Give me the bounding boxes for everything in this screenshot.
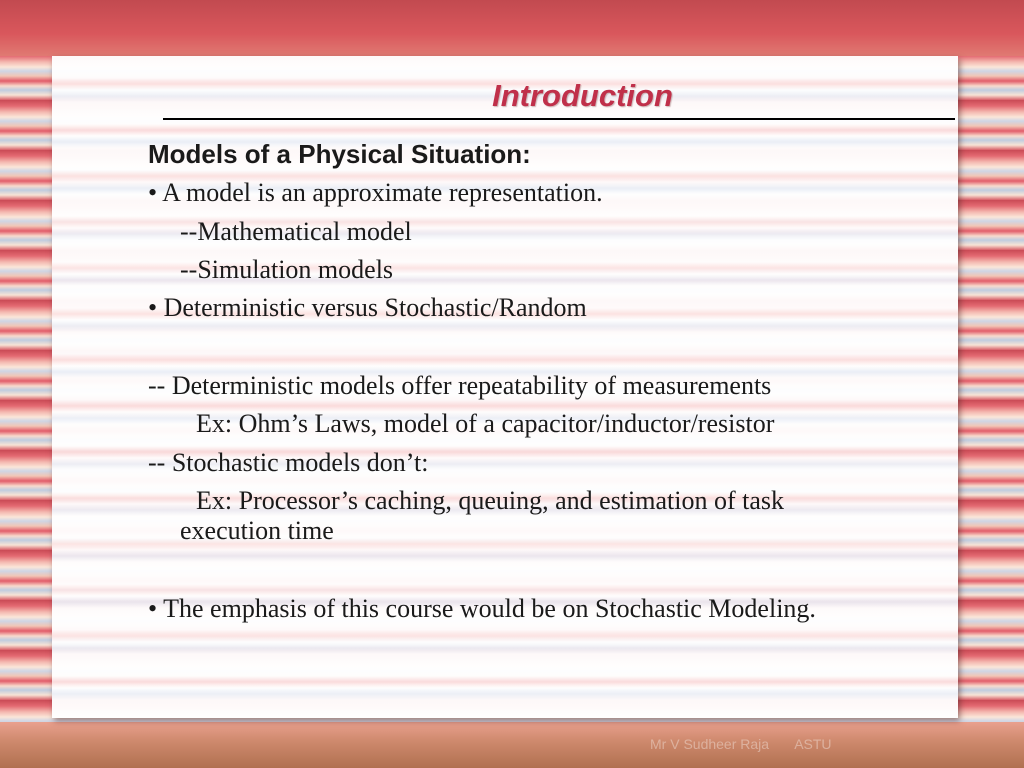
deterministic-example: Ex: Ohm’s Laws, model of a capacitor/inductor/resistor	[196, 409, 775, 438]
title-divider	[163, 118, 955, 120]
slide-title: Introduction	[492, 78, 673, 113]
bullet-model-definition: • A model is an approximate representation.	[148, 178, 603, 207]
stochastic-models-line: -- Stochastic models don’t:	[148, 448, 429, 477]
footer-institution: ASTU	[794, 736, 832, 752]
bullet-course-emphasis: • The emphasis of this course would be on Stochastic Modeling.	[148, 594, 816, 623]
deterministic-models-line: -- Deterministic models offer repeatability of measurements	[148, 371, 772, 400]
section-heading: Models of a Physical Situation:	[148, 139, 531, 169]
sub-item-mathematical-model: --Mathematical model	[180, 217, 412, 246]
footer-author: Mr V Sudheer Raja	[650, 736, 770, 752]
bullet-deterministic-vs-stochastic: • Deterministic versus Stochastic/Random	[148, 293, 587, 322]
stochastic-example-line-1: Ex: Processor’s caching, queuing, and estimation of task	[196, 486, 785, 515]
bottom-stripe-band	[0, 722, 1024, 768]
top-stripe-band	[0, 0, 1024, 56]
stochastic-example-line-2: execution time	[180, 516, 334, 545]
slide-footer	[650, 736, 854, 752]
sub-item-simulation-models: --Simulation models	[180, 255, 394, 284]
